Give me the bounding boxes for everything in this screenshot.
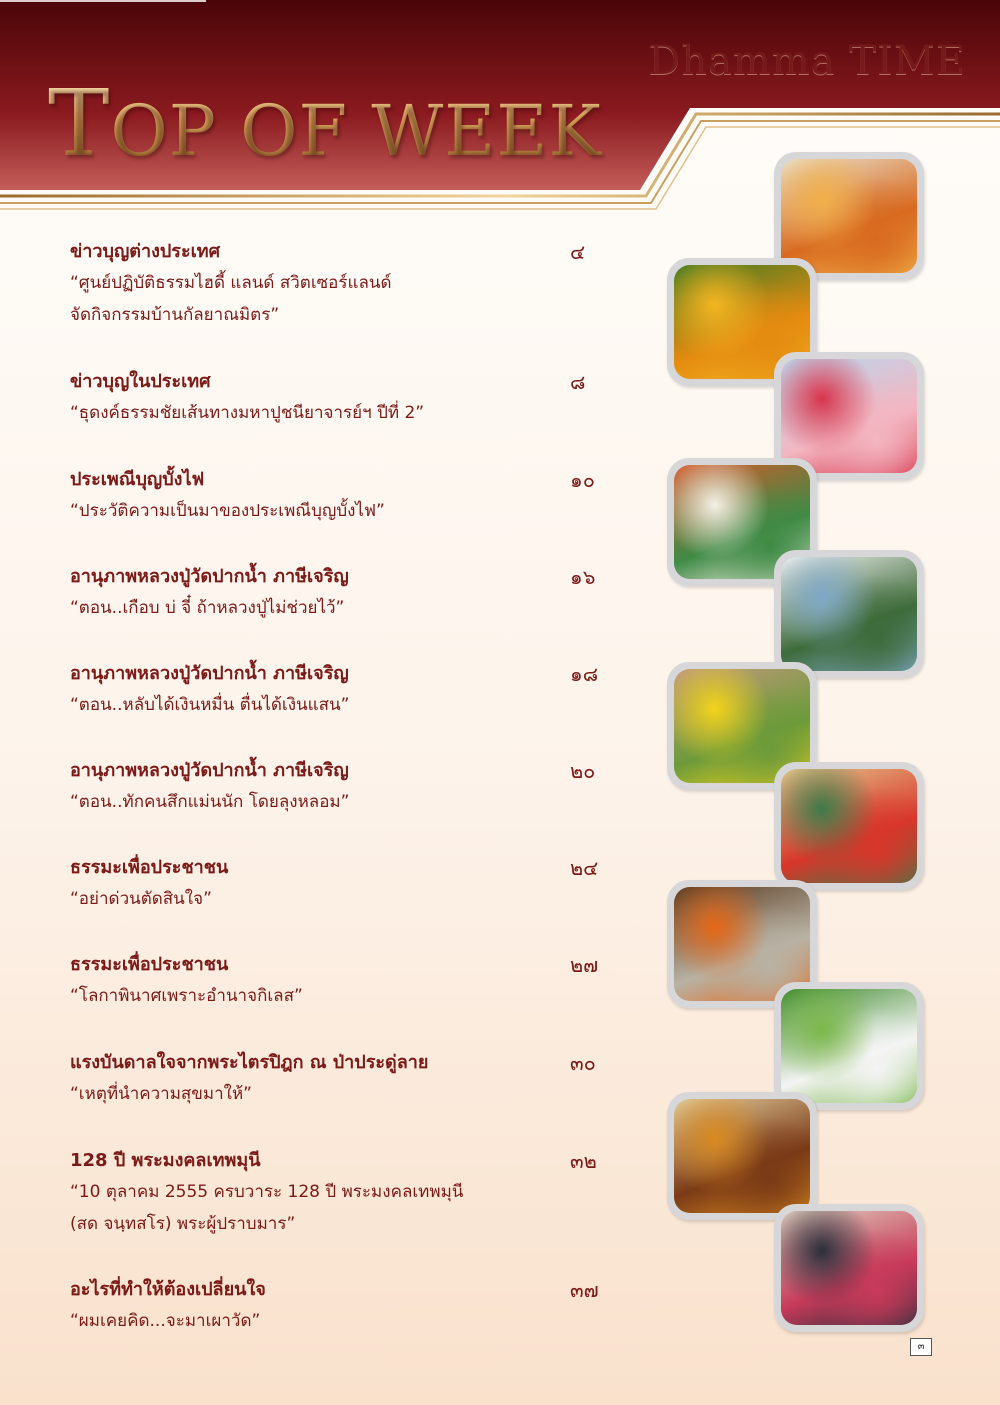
title-rest: OP OF WEEK	[110, 90, 602, 172]
photo-painted-mural	[774, 762, 924, 890]
entry-page: ๘	[570, 370, 586, 394]
photo-man-meditating	[774, 982, 924, 1110]
entry-page: ๒๗	[570, 953, 599, 977]
toc-entry[interactable]	[70, 1146, 610, 1240]
toc-entry[interactable]	[70, 950, 610, 1012]
toc-entry[interactable]	[70, 1275, 610, 1337]
entry-page: ๓๗	[570, 1278, 599, 1302]
entry-page: ๓๒	[570, 1149, 597, 1173]
entry-line: “ตอน..ทักคนสึกแม่นนัก โดยลุงหลอม”	[70, 792, 350, 812]
entry-line: “ศูนย์ปฏิบัติธรรมไฮดี้ แลนด์ สวิตเซอร์แลนด์	[70, 273, 392, 293]
entry-page: ๑๐	[570, 468, 595, 492]
entry-title: ธรรมะเพื่อประชาชน	[70, 954, 229, 975]
entry-page: ๔	[570, 240, 586, 264]
photo-woman-portrait	[774, 550, 924, 678]
entry-title: ข่าวบุญต่างประเทศ	[70, 241, 221, 262]
entry-title: อะไรที่ทำให้ต้องเปลี่ยนใจ	[70, 1279, 266, 1300]
entry-title: ธรรมะเพื่อประชาชน	[70, 857, 229, 878]
toc-entry[interactable]	[70, 659, 610, 721]
entry-line: “อย่าด่วนตัดสินใจ”	[70, 889, 212, 909]
entry-line: “ผมเคยคิด...จะมาเผาวัด”	[70, 1311, 261, 1331]
entry-line: “ตอน..เกือบ บ่ จี๋ ถ้าหลวงปู่ไม่ช่วยไว้”	[70, 598, 345, 618]
entry-line: “10 ตุลาคม 2555 ครบวาระ 128 ปี พระมงคลเทพมุนี	[70, 1182, 464, 1202]
brand-name: Dhamma TIME	[648, 38, 966, 84]
toc-entry[interactable]	[70, 1048, 610, 1110]
page-number: ๓	[910, 1338, 932, 1356]
entry-title: ประเพณีบุญบั้งไฟ	[70, 469, 205, 490]
entry-title: 128 ปี พระมงคลเทพมุนี	[70, 1150, 261, 1171]
entry-page: ๑๖	[570, 565, 596, 589]
entry-page: ๓๐	[570, 1051, 596, 1075]
entry-title: ข่าวบุญในประเทศ	[70, 371, 211, 392]
toc-entry[interactable]	[70, 562, 610, 624]
photo-family-portrait	[774, 1204, 924, 1332]
toc-entry[interactable]	[70, 853, 610, 915]
entry-page: ๒๔	[570, 856, 599, 880]
entry-page: ๒๐	[570, 759, 596, 783]
entry-line: “เหตุที่นำความสุขมาให้”	[70, 1084, 252, 1104]
toc-entry[interactable]	[70, 465, 610, 527]
entry-line: “โลกาพินาศเพราะอำนาจกิเลส”	[70, 986, 303, 1006]
entry-line: “ประวัติความเป็นมาของประเพณีบุญบั้งไฟ”	[70, 501, 385, 521]
page-title	[48, 70, 602, 177]
entry-line: (สด จนฺทสโร) พระผู้ปราบมาร”	[70, 1214, 296, 1234]
entry-title: อานุภาพหลวงปู่วัดปากน้ำ ภาษีเจริญ	[70, 566, 349, 587]
entry-title: อานุภาพหลวงปู่วัดปากน้ำ ภาษีเจริญ	[70, 663, 349, 684]
entry-title: อานุภาพหลวงปู่วัดปากน้ำ ภาษีเจริญ	[70, 760, 349, 781]
photo-monk-statue	[667, 1092, 817, 1220]
toc-entry[interactable]	[70, 756, 610, 818]
entry-line: “ธุดงค์ธรรมชัยเส้นทางมหาปูชนียาจารย์ฯ ปีที่ 2”	[70, 403, 425, 423]
entry-title: แรงบันดาลใจจากพระไตรปิฎก ณ ป่าประดู่ลาย	[70, 1052, 429, 1073]
entry-line: จัดกิจกรรมบ้านกัลยาณมิตร”	[70, 305, 280, 325]
entry-line: “ตอน..หลับได้เงินหมื่น ตื่นได้เงินแสน”	[70, 695, 350, 715]
title-initial: T	[48, 70, 111, 177]
entry-page: ๑๘	[570, 662, 599, 686]
toc-entry[interactable]	[70, 367, 610, 429]
toc-entry[interactable]	[70, 237, 610, 331]
